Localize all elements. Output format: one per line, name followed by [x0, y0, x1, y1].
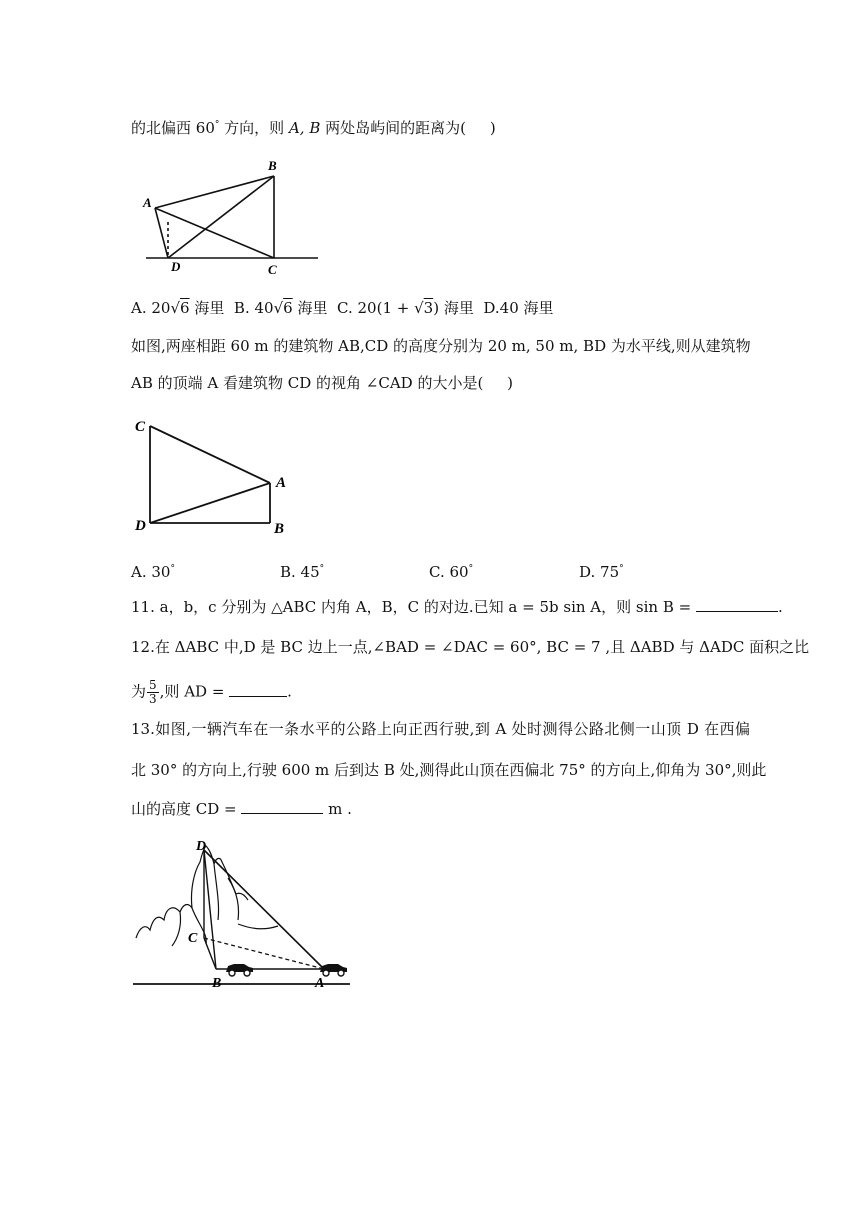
q13-label-B: B: [212, 976, 222, 991]
q13-seg-DA: [204, 850, 324, 969]
q13-mountain-outline: [136, 846, 248, 938]
q13-line3: 山的高度 CD = m .: [131, 800, 352, 818]
q13-figure: [128, 834, 358, 994]
q9-option-d: D.40 海里: [483, 299, 554, 317]
q12-answer-blank[interactable]: [229, 682, 287, 697]
q9-option-a: A. 20√6 海里: [131, 299, 225, 317]
q9-options: [131, 298, 554, 318]
q9-label-B: B: [268, 158, 277, 173]
q10-seg-CA: [150, 426, 270, 483]
q13-label-A: A: [315, 976, 325, 991]
q13-car-b: [226, 964, 253, 976]
q12-line2: 为 $\frac{5}{3}$ ,则 AD = .: [131, 678, 292, 706]
q13-answer-blank[interactable]: [241, 799, 323, 814]
q10-option-c: C. 60°: [429, 563, 474, 581]
q9-points: A, B: [288, 119, 321, 137]
q13-mountain-ridge: [172, 912, 181, 946]
q9-label-D: D: [171, 259, 181, 274]
q13-label-C: C: [188, 931, 198, 946]
q10-line1: 如图,两座相距 60 m 的建筑物 AB,CD 的高度分别为 20 m, 50 m, BD 为水平线,则从建筑物: [131, 337, 751, 355]
q10-label-C: C: [135, 419, 146, 435]
q10-label-D: D: [135, 518, 146, 534]
q13-mountain-ridge: [238, 924, 278, 929]
q9-seg-DB: [168, 176, 274, 258]
q13-mountain-ridge: [228, 878, 239, 920]
q13-dashed-CA: [204, 938, 324, 969]
q12-fraction: $\frac{5}{3}$: [149, 678, 157, 706]
q9-stem-part: 方向，则: [224, 119, 285, 137]
q13-label-D: D: [196, 839, 207, 854]
q10-label-A: A: [276, 475, 287, 491]
q9-seg-AB: [155, 176, 274, 208]
q10-option-d: D. 75°: [579, 563, 624, 581]
q9-option-b: B. 40√6 海里: [233, 299, 328, 317]
q10-line2: AB 的顶端 A 看建筑物 CD 的视角 ∠CAD 的大小是( ): [131, 374, 514, 392]
q10-option-b: B. 45°: [280, 563, 325, 581]
q9-figure: [138, 152, 323, 280]
q13-line1: 13.如图,一辆汽车在一条水平的公路上向正西行驶,到 A 处时测得公路北侧一山顶 D 在西偏: [131, 720, 750, 738]
q9-seg-AD: [155, 208, 168, 258]
q9-paren: ): [489, 119, 496, 137]
q13-line2: 北 30° 的方向上,行驶 600 m 后到达 B 处,测得此山顶在西偏北 75° 的方向上,仰角为 30°,则此: [131, 761, 767, 779]
q10-seg-DA: [150, 483, 270, 523]
q9-stem-part: 两处岛屿间的距离为(: [325, 119, 467, 137]
q10-figure: [132, 413, 297, 538]
q9-label-C: C: [268, 262, 277, 277]
q11-text: 11. a，b，c 分别为 △ABC 内角 A，B，C 的对边.已知 a = 5b sin A，则 sin B = .: [131, 598, 783, 616]
q13-mountain-ridge: [214, 864, 219, 920]
q10-label-B: B: [274, 521, 285, 537]
q9-stem-part: 的北偏西: [131, 119, 192, 137]
q9-option-c: C. 20(1 + √3) 海里: [337, 299, 474, 317]
q9-label-A: A: [143, 195, 152, 210]
q10-option-a: A. 30°: [131, 563, 175, 581]
q9-angle: 60: [195, 119, 215, 137]
q9-stem: 的北偏西 60° 方向，则 A, B 两处岛屿间的距离为( ): [131, 119, 496, 137]
q11-answer-blank[interactable]: [696, 597, 778, 612]
q12-line1: 12.在 ΔABC 中,D 是 BC 边上一点,∠BAD = ∠DAC = 60°, BC = 7 ,且 ΔABD 与 ΔADC 面积之比: [131, 638, 810, 656]
q9-seg-AC: [155, 208, 274, 258]
q13-car-a: [320, 964, 347, 976]
